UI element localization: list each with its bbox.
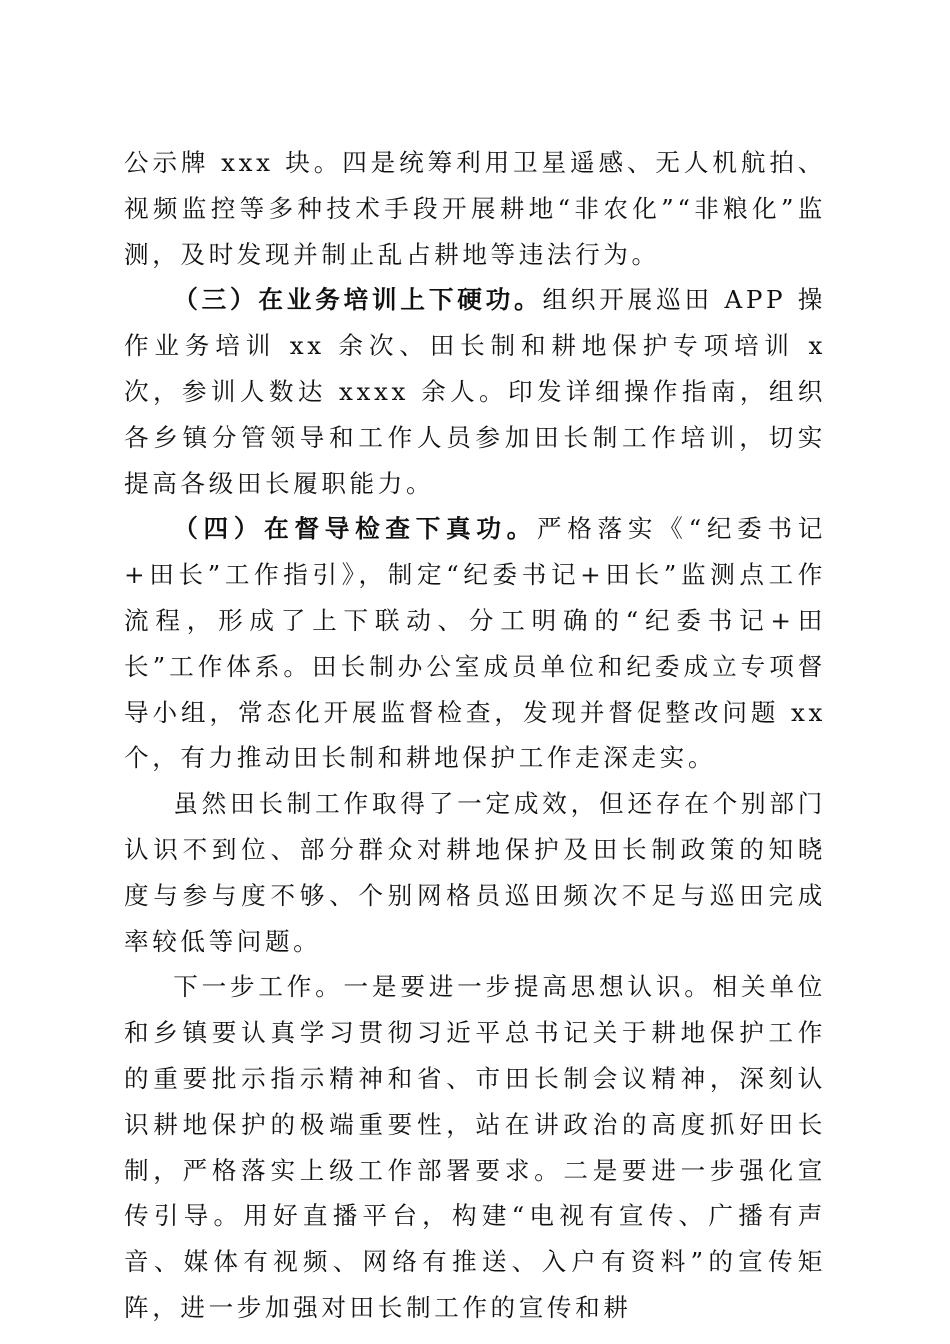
paragraph-4-text: 虽然田长制工作取得了一定成效，但还存在个别部门认识不到位、部分群众对耕地保护及田长制政策的知晓度与参与度不够、个别网格员巡田频次不足与巡田完成率较低等问题。	[124, 789, 826, 956]
paragraph-5	[124, 964, 826, 1330]
paragraph-4	[124, 781, 826, 964]
paragraph-3-text: 严格落实《“纪委书记+田长”工作指引》，制定“纪委书记+田长”监测点工作流程，形成了上下联动、分工明确的“纪委书记+田长”工作体系。田长制办公室成员单位和纪委成立专项督导小组，常态化开展监督检查，发现并督促整改问题 xx 个，有力推动田长制和耕地保护工作走深走实。	[124, 514, 827, 773]
paragraph-2	[124, 277, 826, 506]
paragraph-3	[124, 506, 826, 781]
paragraph-2-text: 组织开展巡田 APP 操作业务培训 xx 余次、田长制和耕地保护专项培训 x 次，参训人数达 xxxx 余人。印发详细操作指南，组织各乡镇分管领导和工作人员参加田长制工作培训，切实提高各级田长履职能力。	[124, 285, 826, 498]
paragraph-5-text: 下一步工作。一是要进一步提高思想认识。相关单位和乡镇要认真学习贯彻习近平总书记关于耕地保护工作的重要批示指示精神和省、市田长制会议精神，深刻认识耕地保护的极端重要性，站在讲政治的高度抓好田长制，严格落实上级工作部署要求。二是要进一步强化宣传引导。用好直播平台，构建“电视有宣传、广播有声音、媒体有视频、网络有推送、入户有资料”的宣传矩阵，进一步加强对田长制工作的宣传和耕	[124, 972, 826, 1322]
paragraph-1	[124, 140, 826, 277]
paragraph-1-text: 公示牌 xxx 块。四是统筹利用卫星遥感、无人机航拍、视频监控等多种技术手段开展耕地“非农化”“非粮化”监测，及时发现并制止乱占耕地等违法行为。	[124, 148, 826, 269]
paragraph-2-heading: （三）在业务培训上下硬功。	[173, 285, 543, 315]
paragraph-3-heading: （四）在督导检查下真功。	[173, 514, 537, 544]
